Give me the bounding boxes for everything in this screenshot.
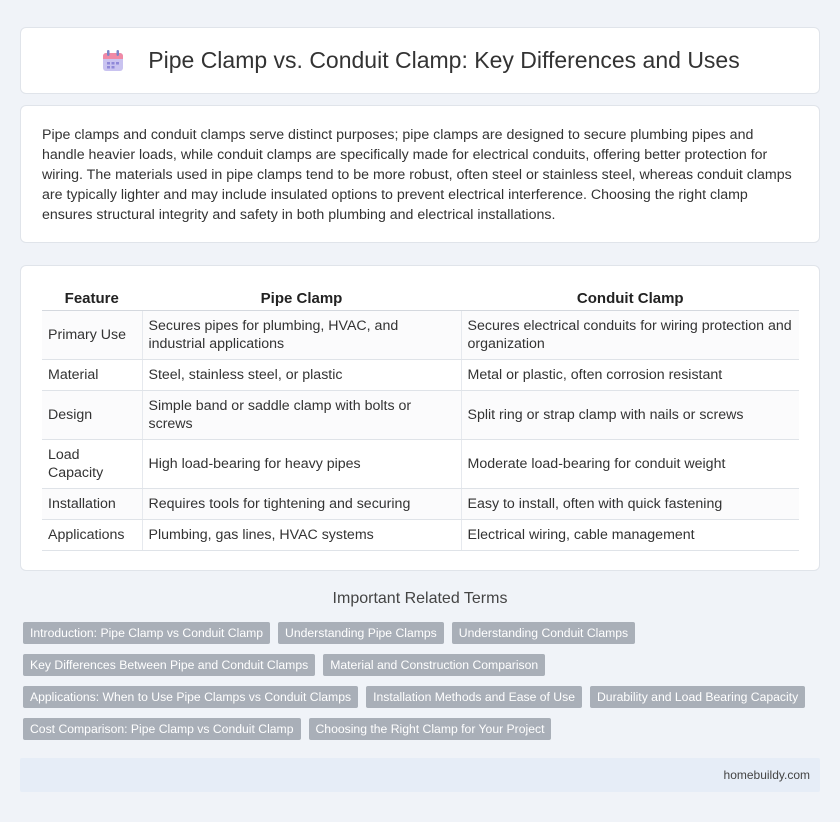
page-title-text: Pipe Clamp vs. Conduit Clamp: Key Differences and Uses [148,47,740,73]
related-terms-title: Important Related Terms [332,590,508,607]
table-header-row [42,286,799,311]
pipe-clamp-cell: High load-bearing for heavy pipes [142,440,461,489]
feature-cell: Material [42,360,142,391]
table-row [42,311,799,360]
conduit-clamp-cell: Moderate load-bearing for conduit weight [461,440,799,489]
related-terms-tags [20,622,820,740]
feature-cell: Design [42,391,142,440]
pipe-clamp-cell: Steel, stainless steel, or plastic [142,360,461,391]
footer [20,758,820,792]
related-term-tag[interactable]: Introduction: Pipe Clamp vs Conduit Clamp [23,622,270,644]
intro-card [20,105,820,243]
feature-cell: Applications [42,520,142,551]
comparison-card [20,265,820,571]
related-terms-section [20,590,820,740]
related-term-tag[interactable]: Applications: When to Use Pipe Clamps vs Conduit Clamps [23,686,358,708]
conduit-clamp-cell: Split ring or strap clamp with nails or screws [461,391,799,440]
intro-paragraph: Pipe clamps and conduit clamps serve distinct purposes; pipe clamps are designed to secure plumbing pipes and handle heavier loads, while conduit clamps are specifically made for electrical conduits, offering better protection for wiring. The materials used in pipe clamps tend to be more robust, often steel or stainless steel, whereas conduit clamps are typically lighter and may include insulated options to prevent electrical interference. Choosing the right clamp ensures structural integrity and safety in both plumbing and electrical installations. [42,127,792,223]
feature-cell: Load Capacity [42,440,142,489]
comparison-table [42,286,799,551]
related-term-tag[interactable]: Installation Methods and Ease of Use [366,686,582,708]
related-term-tag[interactable]: Durability and Load Bearing Capacity [590,686,805,708]
feature-cell: Installation [42,489,142,520]
table-row [42,520,799,551]
table-row [42,440,799,489]
related-term-tag[interactable]: Choosing the Right Clamp for Your Project [309,718,552,740]
related-term-tag[interactable]: Cost Comparison: Pipe Clamp vs Conduit Clamp [23,718,301,740]
related-term-tag[interactable]: Key Differences Between Pipe and Conduit Clamps [23,654,315,676]
related-term-tag[interactable]: Understanding Pipe Clamps [278,622,444,644]
title-card [20,27,820,94]
header-feature: Feature [42,286,142,311]
table-row [42,489,799,520]
related-term-tag[interactable]: Understanding Conduit Clamps [452,622,635,644]
conduit-clamp-cell: Electrical wiring, cable management [461,520,799,551]
conduit-clamp-cell: Metal or plastic, often corrosion resistant [461,360,799,391]
pipe-clamp-cell: Plumbing, gas lines, HVAC systems [142,520,461,551]
table-row [42,391,799,440]
header-pipe-clamp: Pipe Clamp [142,286,461,311]
page-title [100,47,739,74]
pipe-clamp-cell: Requires tools for tightening and securing [142,489,461,520]
pipe-clamp-cell: Secures pipes for plumbing, HVAC, and industrial applications [142,311,461,360]
conduit-clamp-cell: Secures electrical conduits for wiring protection and organization [461,311,799,360]
feature-cell: Primary Use [42,311,142,360]
header-conduit-clamp: Conduit Clamp [461,286,799,311]
calendar-icon [100,48,126,74]
footer-site-link[interactable]: homebuildy.com [723,768,810,782]
table-row [42,360,799,391]
related-term-tag[interactable]: Material and Construction Comparison [323,654,545,676]
pipe-clamp-cell: Simple band or saddle clamp with bolts or screws [142,391,461,440]
conduit-clamp-cell: Easy to install, often with quick fastening [461,489,799,520]
